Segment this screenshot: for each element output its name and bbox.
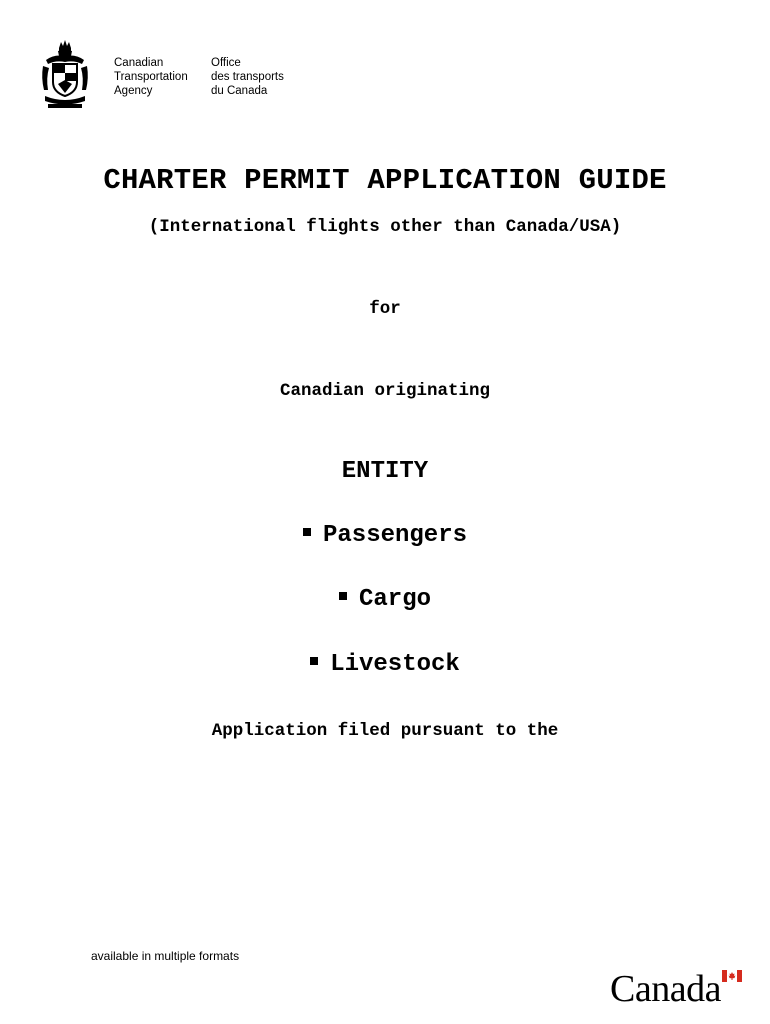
canada-flag-icon: [722, 970, 742, 982]
list-item-passengers: [0, 522, 770, 550]
agency-name-english: [114, 56, 188, 98]
list-item-livestock: [0, 651, 770, 679]
for-line: for: [369, 299, 401, 319]
pursuant-line: Application filed pursuant to the: [211, 721, 559, 741]
agency-fr-line: du Canada: [211, 85, 268, 97]
square-bullet-icon: [303, 528, 311, 536]
wordmark-text: Canada: [610, 968, 721, 1010]
list-item-label: Livestock: [330, 651, 460, 678]
list-item-cargo: [0, 586, 770, 614]
agency-en-line: Transportation: [114, 71, 188, 83]
agency-en-line: Agency: [114, 85, 153, 97]
coat-of-arms-icon: [40, 38, 90, 110]
document-subtitle: (International flights other than Canada/USA): [148, 217, 622, 237]
agency-en-line: Canadian: [114, 57, 164, 69]
formats-note: available in multiple formats: [91, 949, 240, 963]
list-item-label: Cargo: [358, 586, 431, 613]
entity-heading: ENTITY: [341, 458, 429, 485]
agency-fr-line: Office: [211, 57, 241, 69]
canada-wordmark: [610, 966, 746, 1008]
origin-line: Canadian originating: [279, 381, 491, 401]
document-title: CHARTER PERMIT APPLICATION GUIDE: [103, 164, 667, 197]
square-bullet-icon: [310, 657, 318, 665]
list-item-label: Passengers: [322, 522, 468, 549]
agency-fr-line: des transports: [211, 71, 284, 83]
agency-name-french: [211, 56, 284, 98]
square-bullet-icon: [339, 592, 347, 600]
